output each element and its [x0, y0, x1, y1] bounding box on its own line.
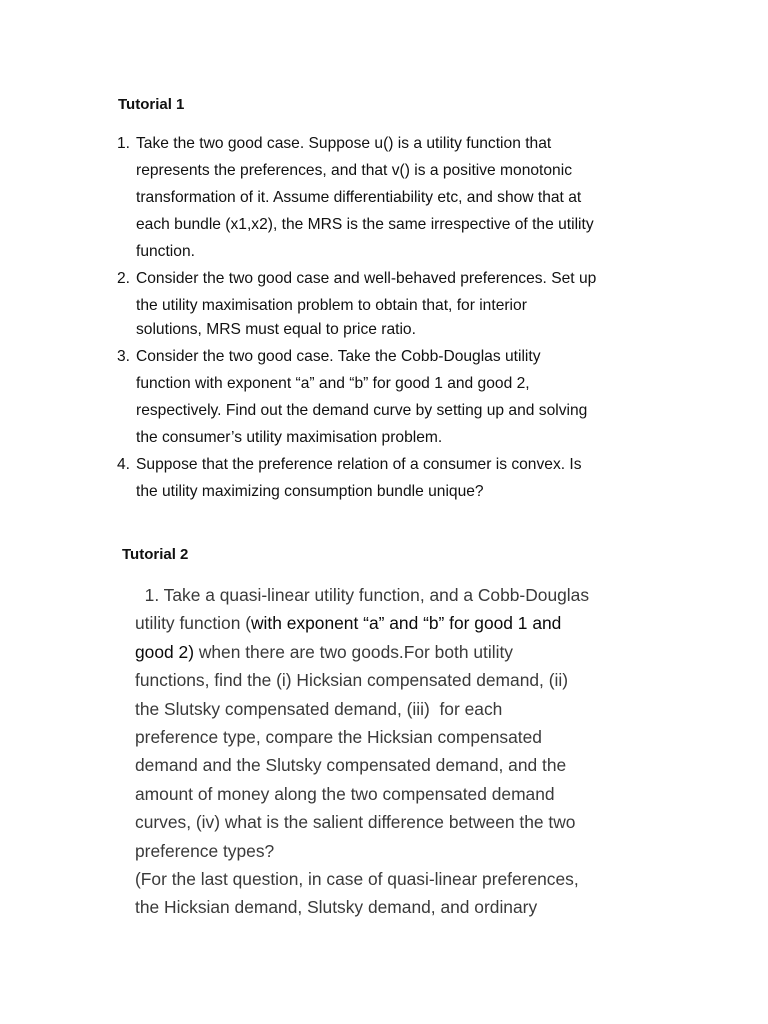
paragraph-line — [135, 896, 537, 918]
text-segment: amount of money along the two compensated demand — [135, 783, 555, 804]
list-number: 3. — [117, 348, 131, 365]
text-segment: preference types? — [135, 840, 275, 861]
list-item-line: transformation of it. Assume differentiability etc, and show that at — [136, 189, 582, 206]
paragraph-line — [135, 754, 566, 776]
list-item-line: the utility maximizing consumption bundle unique? — [136, 483, 484, 500]
paragraph-line — [135, 612, 561, 634]
text-segment: with exponent “a” and “b” for good 1 and — [251, 613, 562, 634]
list-item-line: function. — [136, 243, 195, 260]
list-item-line: function with exponent “a” and “b” for good 1 and good 2, — [136, 375, 530, 392]
paragraph-line — [135, 783, 555, 805]
text-segment: utility function ( — [135, 613, 251, 634]
text-segment: when there are two goods.For both utility — [193, 641, 513, 662]
list-item-line: respectively. Find out the demand curve by setting up and solving — [136, 402, 588, 419]
list-item-line: Consider the two good case. Take the Cobb-Douglas utility — [136, 348, 541, 365]
list-item-line: the consumer’s utility maximisation problem. — [136, 429, 443, 446]
text-segment: functions, find the (i) Hicksian compensated demand, (ii) — [135, 670, 569, 691]
list-item-line: each bundle (x1,x2), the MRS is the same irrespective of the utility — [136, 216, 594, 233]
text-segment: (For the last question, in case of quasi-linear preferences, — [135, 869, 579, 889]
list-number: 1. — [117, 135, 131, 152]
list-item-line: Consider the two good case and well-behaved preferences. Set up — [136, 270, 597, 287]
paragraph-line — [135, 584, 589, 606]
text-segment: 1. Take a quasi-linear utility function, and a Cobb-Douglas — [135, 585, 590, 605]
tutorial-1-heading: Tutorial 1 — [118, 96, 185, 113]
tutorial-2-heading: Tutorial 2 — [122, 546, 189, 563]
list-item-line: Suppose that the preference relation of a consumer is convex. Is — [136, 456, 582, 473]
text-segment: good 2) — [135, 641, 194, 662]
text-segment: demand and the Slutsky compensated demand, and the — [135, 755, 567, 776]
list-item-line: solutions, MRS must equal to price ratio. — [136, 321, 416, 338]
text-segment: curves, (iv) what is the salient difference between the two — [135, 812, 576, 833]
list-item-line: the utility maximisation problem to obtain that, for interior — [136, 297, 527, 314]
list-item-line: represents the preferences, and that v() is a positive monotonic — [136, 162, 572, 179]
text-segment: the Hicksian demand, Slutsky demand, and ordinary — [135, 897, 538, 918]
text-segment: the Slutsky compensated demand, (iii) for each — [135, 698, 503, 719]
paragraph-line — [135, 669, 568, 691]
list-number: 4. — [117, 456, 131, 473]
paragraph-line — [135, 868, 579, 890]
paragraph-line — [135, 726, 542, 748]
paragraph-line — [135, 811, 575, 833]
paragraph-line — [135, 840, 274, 862]
list-number: 2. — [117, 270, 131, 287]
list-item-line: Take the two good case. Suppose u() is a utility function that — [136, 135, 552, 152]
paragraph-line — [135, 698, 502, 720]
text-segment: preference type, compare the Hicksian compensated — [135, 727, 542, 747]
paragraph-line — [135, 641, 513, 663]
